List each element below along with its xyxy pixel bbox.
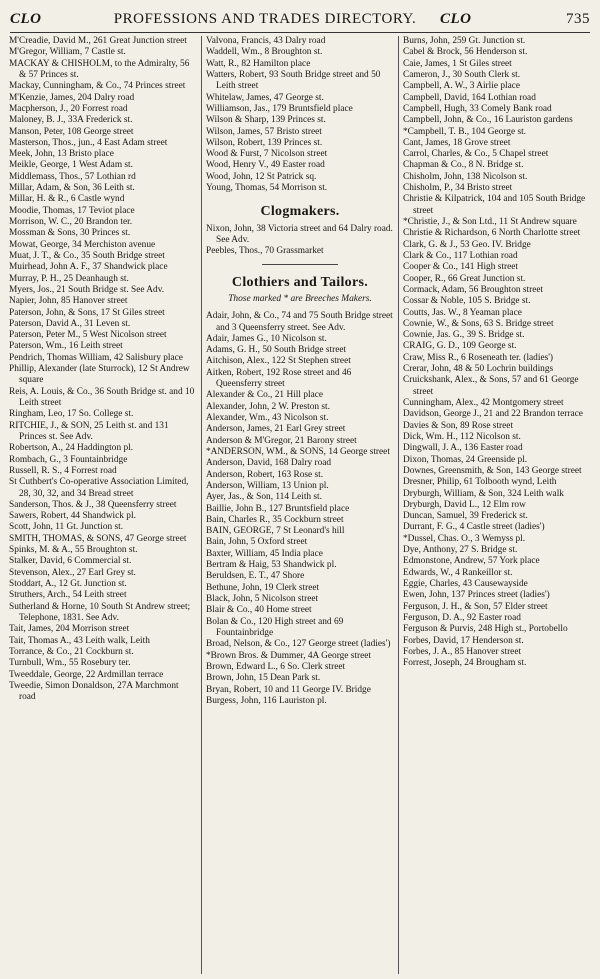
column-1 [5, 36, 201, 974]
directory-entry: Anderson & M'Gregor, 21 Barony street [206, 435, 357, 446]
directory-entry: Mackay, Cunningham, & Co., 74 Princes street [9, 81, 186, 92]
directory-entry: Ferguson & Purvis, 248 High st., Portobello [403, 624, 568, 635]
page-number: 735 [566, 10, 590, 27]
directory-entry: Reis, A. Louis, & Co., 36 South Bridge st. and 10 Leith street [9, 386, 195, 408]
directory-entry: M'Kenzie, James, 204 Dalry road [9, 92, 135, 103]
directory-entry: Rombach, G., 3 Fountainbridge [9, 454, 128, 465]
directory-entry: Alexander & Co., 21 Hill place [206, 390, 324, 401]
directory-entry: Blair & Co., 40 Home street [206, 605, 312, 616]
directory-entry: Campbell, John, & Co., 16 Lauriston gardens [403, 115, 573, 126]
directory-entry: Cooper & Co., 141 High street [403, 262, 518, 273]
directory-entry: Duncan, Samuel, 39 Frederick st. [403, 511, 528, 522]
directory-entry: Craw, Miss R., 6 Roseneath ter. (ladies') [403, 352, 554, 363]
directory-entry: Tait, Thomas A., 43 Leith walk, Leith [9, 635, 150, 646]
directory-entry: Wood, Henry V., 49 Easter road [206, 160, 325, 171]
directory-entry: Wilson, James, 57 Bristo street [206, 126, 322, 137]
directory-entry: Watt, R., 82 Hamilton place [206, 58, 311, 69]
directory-entry: Wilson, Robert, 139 Princes st. [206, 137, 323, 148]
directory-entry: BAIN, GEORGE, 7 St Leonard's hill [206, 526, 345, 537]
directory-entry: Burns, John, 259 Gt. Junction st. [403, 36, 526, 46]
directory-entry: Sanderson, Thos. & J., 38 Queensferry street [9, 499, 177, 510]
directory-entry: Torrance, & Co., 21 Cockburn st. [9, 646, 134, 657]
directory-entry: Beruldsen, E. T., 47 Shore [206, 571, 305, 582]
directory-entry: Clark & Co., 117 Lothian road [403, 250, 518, 261]
directory-entry: Pendrich, Thomas William, 42 Salisbury place [9, 352, 183, 363]
directory-entry: Middlemass, Thos., 57 Lothian rd [9, 171, 136, 182]
directory-entry: Nixon, John, 38 Victoria street and 64 Dalry road. See Adv. [206, 223, 393, 245]
directory-entry: Moodie, Thomas, 17 Teviot place [9, 205, 135, 216]
directory-entry: Bryan, Robert, 10 and 11 George IV. Bridge [206, 684, 371, 695]
directory-entry: Campbell, David, 164 Lothian road [403, 92, 536, 103]
directory-entry: Paterson, Peter M., 5 West Nicolson street [9, 330, 167, 341]
directory-entry: Aitchison, Alex., 122 St Stephen street [206, 356, 351, 367]
directory-entry: Mossman & Sons, 30 Princes st. [9, 228, 131, 239]
directory-entry: Broad, Nelson, & Co., 127 George street (ladies') [206, 639, 391, 650]
clothiers-list [206, 311, 394, 707]
directory-entry: Cownie, Jas. G., 39 S. Bridge st. [403, 330, 525, 341]
directory-entry: Millar, H. & R., 6 Castle wynd [9, 194, 125, 205]
page-title: PROFESSIONS AND TRADES DIRECTORY. [113, 10, 417, 27]
directory-entry: Stevenson, Alex., 27 Earl Grey st. [9, 567, 136, 578]
directory-entry: Anderson, David, 168 Dalry road [206, 458, 332, 469]
directory-entry: Young, Thomas, 54 Morrison st. [206, 183, 328, 194]
directory-entry: Turnbull, Wm., 55 Rosebury ter. [9, 658, 131, 669]
directory-entry: Ringham, Leo, 17 So. College st. [9, 409, 134, 420]
directory-entry: Christie & Richardson, 6 North Charlotte street [403, 228, 581, 239]
directory-entry: Peebles, Thos., 70 Grassmarket [206, 246, 324, 257]
directory-entry: Dryburgh, David L., 12 Elm row [403, 499, 526, 510]
directory-entry: *Campbell, T. B., 104 George st. [403, 126, 527, 137]
clogmakers-list [206, 224, 394, 258]
directory-entry: Russell, R. S., 4 Forrest road [9, 465, 117, 476]
directory-entry: Brown, Edward L., 6 So. Clerk street [206, 661, 346, 672]
directory-entry: *Dussel, Chas. O., 3 Wemyss pl. [403, 533, 526, 544]
directory-entry: Chapman & Co., 8 N. Bridge st. [403, 160, 524, 171]
directory-entry: Phillip, Alexander (late Sturrock), 12 St Andrew square [9, 364, 190, 386]
directory-entry: Mowat, George, 34 Merchiston avenue [9, 239, 156, 250]
directory-entry: Crerar, John, 48 & 50 Lochrin buildings [403, 364, 554, 375]
directory-entry: Struthers, Arch., 54 Leith street [9, 590, 127, 601]
directory-entry: Bain, Charles R., 35 Cockburn street [206, 514, 344, 525]
directory-entry: Forbes, David, 17 Henderson st. [403, 635, 524, 646]
directory-entry: Wood, John, 12 St Patrick sq. [206, 171, 317, 182]
directory-entry: Edmonstone, Andrew, 57 York place [403, 556, 540, 567]
directory-entry: Wood & Furst, 7 Nicolson street [206, 149, 328, 160]
header-abbr-right: CLO [440, 10, 472, 27]
directory-entry: Maloney, B. J., 33A Frederick st. [9, 115, 133, 126]
directory-entry: Cant, James, 18 Grove street [403, 137, 511, 148]
directory-entry: Millar, Adam, & Son, 36 Leith st. [9, 183, 135, 194]
directory-entry: Muat, J. T., & Co., 35 South Bridge street [9, 250, 165, 261]
directory-entry: Baillie, John B., 127 Bruntsfield place [206, 503, 350, 514]
directory-entry: Cownie, W., & Sons, 63 S. Bridge street [403, 318, 554, 329]
tailors-continued-list [206, 36, 394, 194]
directory-entry: Chisholm, P., 34 Bristo street [403, 183, 513, 194]
directory-entry: Black, John, 5 Nicolson street [206, 594, 319, 605]
directory-entry: St Cuthbert's Co-operative Association Limited, 28, 30, 32, and 34 Bread street [9, 477, 189, 499]
directory-entry: Myers, Jos., 21 South Bridge st. See Adv. [9, 284, 165, 295]
directory-entry: Murray, P. H., 25 Deanhaugh st. [9, 273, 129, 284]
directory-entry: Manson, Peter, 108 George street [9, 126, 134, 137]
directory-entry: Morrison, W. C., 20 Brandon ter. [9, 217, 133, 227]
directory-entry: Sawers, Robert, 44 Shandwick pl. [9, 511, 136, 522]
directory-entry: Masterson, Thos., jun., 4 East Adam street [9, 137, 168, 148]
directory-entry: Brown, John, 15 Dean Park st. [206, 673, 321, 684]
directory-entry: Dresner, Philip, 61 Tolbooth wynd, Leith [403, 477, 557, 488]
directory-entry: Meek, John, 13 Bristo place [9, 149, 114, 160]
section-title-clogmakers: Clogmakers. [260, 204, 340, 220]
directory-entry: Cruickshank, Alex., & Sons, 57 and 61 George street [403, 375, 579, 397]
directory-entry: MACKAY & CHISHOLM, to the Admiralty, 56 & 57 Princes st. [9, 58, 190, 80]
directory-entry: Macpherson, J., 20 Forrest road [9, 103, 128, 114]
directory-entry: Cormack, Adam, 56 Broughton street [403, 284, 544, 295]
directory-entry: Watters, Robert, 93 South Bridge street and 50 Leith street [206, 69, 381, 92]
directory-entry: Downes, Greensmith, & Son, 143 George street [403, 465, 582, 476]
directory-entry: Coutts, Jas. W., 8 Yeaman place [403, 307, 522, 318]
directory-entry: Bertram & Haig, 53 Shandwick pl. [206, 560, 337, 571]
section-title-clothiers: Clothiers and Tailors. [231, 274, 369, 290]
directory-entry: Alexander, Wm., 43 Nicolson st. [206, 413, 329, 424]
directory-entry: Adair, James G., 10 Nicolson st. [206, 333, 327, 344]
directory-entry: Waddell, Wm., 8 Broughton st. [206, 47, 323, 58]
directory-entry: Anderson, William, 13 Union pl. [206, 480, 329, 491]
directory-entry: Cabel & Brock, 56 Henderson st. [403, 47, 528, 58]
directory-entry: Alexander, John, 2 W. Preston st. [206, 401, 330, 412]
directory-entry: Forbes, J. A., 85 Hanover street [403, 646, 522, 657]
directory-entry: SMITH, THOMAS, & SONS, 47 George street [9, 533, 187, 544]
column-2 [201, 36, 398, 974]
directory-entry: Clark, G. & J., 53 Geo. IV. Bridge [403, 239, 531, 250]
directory-entry: Bain, John, 5 Oxford street [206, 537, 308, 548]
columns [5, 36, 595, 974]
directory-entry: Robertson, A., 24 Haddington pl. [9, 443, 134, 454]
directory-entry: Ayer, Jas., & Son, 114 Leith st. [206, 492, 322, 503]
directory-entry: Cameron, J., 30 South Clerk st. [403, 69, 521, 80]
directory-entry: Christie & Kilpatrick, 104 and 105 South Bridge street [403, 194, 586, 216]
directory-entry: Anderson, James, 21 Earl Grey street [206, 424, 346, 435]
directory-entry: Dye, Anthony, 27 S. Bridge st. [403, 545, 518, 556]
directory-entry: Wilson & Sharp, 139 Princes st. [206, 115, 326, 126]
directory-entry: Eggie, Charles, 43 Causewayside [403, 579, 528, 589]
directory-entry: Stalker, David, 6 Commercial st. [9, 556, 132, 567]
directory-entry: Forrest, Joseph, 24 Brougham st. [403, 658, 527, 669]
directory-entry: Williamson, Jas., 179 Bruntsfield place [206, 103, 353, 114]
directory-entry: Ferguson, D. A., 92 Easter road [403, 612, 521, 623]
directory-entry: Adams, G. H., 50 South Bridge street [206, 345, 347, 356]
directory-entry: Bolan & Co., 120 High street and 69 Fountainbridge [206, 616, 344, 638]
directory-entry: Valvona, Francis, 43 Dalry road [206, 36, 326, 46]
directory-entry: Napier, John, 85 Hanover street [9, 296, 128, 307]
directory-entry: Cossar & Noble, 105 S. Bridge st. [403, 296, 531, 307]
directory-entry: *ANDERSON, WM., & SONS, 14 George street [206, 446, 390, 457]
directory-entry: Campbell, A. W., 3 Airlie place [403, 81, 521, 92]
directory-entry: Paterson, David A., 31 Leven st. [9, 318, 131, 329]
directory-entry: Stoddart, A., 12 Gt. Junction st. [9, 579, 127, 589]
section-note: Those marked * are Breeches Makers. [228, 293, 372, 304]
directory-entry: Cunningham, Alex., 42 Montgomery street [403, 398, 564, 408]
header-abbr-left: CLO [10, 10, 42, 27]
directory-entry: Durrant, F. G., 4 Castle street (ladies') [403, 522, 545, 533]
directory-entry: Carrol, Charles, & Co., 5 Chapel street [403, 149, 549, 160]
directory-entry: Dick, Wm. H., 112 Nicolson st. [403, 431, 521, 442]
section-divider [262, 264, 337, 265]
directory-entry: Dixon, Thomas, 24 Greenside pl. [403, 454, 528, 465]
directory-entry: Paterson, John, & Sons, 17 St Giles street [9, 307, 165, 318]
directory-entry: Dingwall, J. A., 136 Easter road [403, 443, 523, 454]
directory-entry: Tweeddale, George, 22 Ardmillan terrace [9, 669, 164, 680]
directory-entry: Meikle, George, 1 West Adam st. [9, 160, 133, 171]
column-3 [398, 36, 595, 974]
directory-entry: Cooper, R., 66 Great Junction st. [403, 273, 526, 284]
directory-entry: Paterson, Wm., 16 Leith street [9, 341, 123, 352]
directory-entry: M'Gregor, William, 7 Castle st. [9, 47, 126, 58]
page-header [10, 6, 590, 33]
directory-entry: Davidson, George J., 21 and 22 Brandon terrace [403, 409, 583, 420]
directory-entry: Ferguson, J. H., & Son, 57 Elder street [403, 601, 548, 612]
directory-entry: Sutherland & Horne, 10 South St Andrew street; Telephone, 1831. See Adv. [9, 601, 191, 623]
directory-entry: *Brown Bros. & Dummer, 4A George street [206, 650, 372, 661]
directory-entry: Caie, James, 1 St Giles street [403, 58, 512, 69]
directory-entry: Scott, John, 11 Gt. Junction st. [9, 522, 124, 533]
directory-entry: Ewen, John, 137 Princes street (ladies') [403, 590, 550, 601]
directory-entry: Anderson, Robert, 163 Rose st. [206, 469, 324, 480]
directory-entry: Burgess, John, 116 Lauriston pl. [206, 695, 327, 706]
directory-entry: RITCHIE, J., & SON, 25 Leith st. and 131 Princes st. See Adv. [9, 420, 169, 442]
directory-entry: Davies & Son, 89 Rose street [403, 420, 514, 431]
directory-entry: Bethune, John, 19 Clerk street [206, 582, 320, 593]
directory-entry: Dryburgh, William, & Son, 324 Leith walk [403, 488, 564, 499]
directory-entry: Campbell, Hugh, 33 Comely Bank road [403, 103, 552, 114]
directory-entry: Whitelaw, James, 47 George st. [206, 92, 324, 103]
directory-entry: Spinks, M. & A., 55 Broughton st. [9, 545, 138, 556]
directory-entry: Baxter, William, 45 India place [206, 548, 323, 559]
directory-entry: Adair, John, & Co., 74 and 75 South Bridge street and 3 Queensferry street. See Adv. [206, 311, 393, 333]
header-right [440, 11, 590, 28]
directory-entry: Muirhead, John A. F., 37 Shandwick place [9, 262, 168, 273]
directory-entry: Tait, James, 204 Morrison street [9, 624, 130, 635]
directory-entry: *Christie, J., & Son Ltd., 11 St Andrew square [403, 217, 577, 227]
directory-entry: Aitken, Robert, 192 Rose street and 46 Queensferry street [206, 367, 352, 390]
directory-entry: Chisholm, John, 138 Nicolson st. [403, 171, 528, 182]
directory-entry: CRAIG, G. D., 109 George st. [403, 341, 517, 352]
directory-entry: Tweedie, Simon Donaldson, 27A Marchmont road [9, 680, 179, 703]
directory-entry: Edwards, W., 4 Rankeillor st. [403, 567, 513, 578]
directory-entry: M'Creadie, David M., 261 Great Junction street [9, 36, 187, 46]
